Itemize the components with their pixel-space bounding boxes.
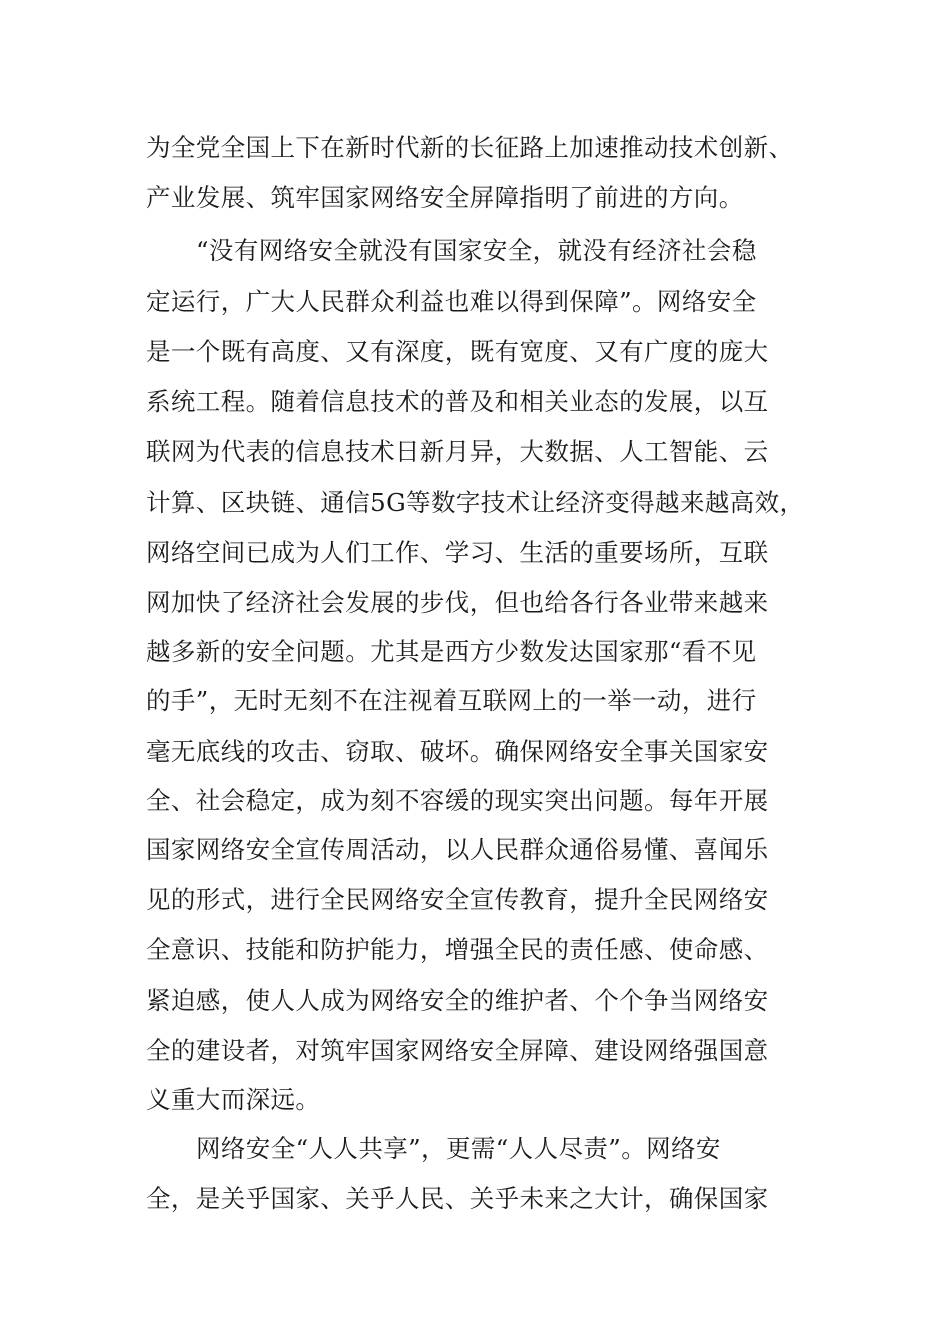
text-line: 毫无底线的攻击、窃取、破坏。确保网络安全事关国家安 [146,737,769,766]
text-line: 是一个既有高度、又有深度，既有宽度、又有广度的庞大 [146,337,769,366]
text-line: 国家网络安全宣传周活动，以人民群众通俗易懂、喜闻乐 [146,835,769,864]
text-line: 见的形式，进行全民网络安全宣传教育，提升全民网络安 [146,885,769,914]
text-line: 紧迫感，使人人成为网络安全的维护者、个个争当网络安 [146,986,769,1015]
text-line: 网加快了经济社会发展的步伐，但也给各行各业带来越来 [146,588,769,617]
paragraph-start-line: 网络安全“人人共享”，更需“人人尽责”。网络安 [196,1134,721,1163]
text-line: 全意识、技能和防护能力，增强全民的责任感、使命感、 [146,935,769,964]
text-line: 系统工程。随着信息技术的普及和相关业态的发展，以互 [146,387,769,416]
text-line: 联网为代表的信息技术日新月异，大数据、人工智能、云 [146,437,769,466]
text-line: 全，是关乎国家、关乎人民、关乎未来之大计，确保国家 [146,1184,769,1213]
text-line: 全、社会稳定，成为刻不容缓的现实突出问题。每年开展 [146,786,769,815]
text-line: 义重大而深远。 [146,1085,321,1114]
text-line: 为全党全国上下在新时代新的长征路上加速推动技术创新、 [146,133,794,162]
text-line: 定运行，广大人民群众利益也难以得到保障”。网络安全 [146,287,757,316]
text-line: 网络空间已成为人们工作、学习、生活的重要场所，互联 [146,538,769,567]
paragraph-start-line: “没有网络安全就没有国家安全，就没有经济社会稳 [196,236,757,265]
text-line: 产业发展、筑牢国家网络安全屏障指明了前进的方向。 [146,183,744,212]
text-line: 全的建设者，对筑牢国家网络安全屏障、建设网络强国意 [146,1036,769,1065]
text-line: 的手”，无时无刻不在注视着互联网上的一举一动，进行 [146,686,757,715]
text-line: 计算、区块链、通信5G等数字技术让经济变得越来越高效， [146,488,805,517]
text-line: 越多新的安全问题。尤其是西方少数发达国家那“看不见 [146,637,757,666]
